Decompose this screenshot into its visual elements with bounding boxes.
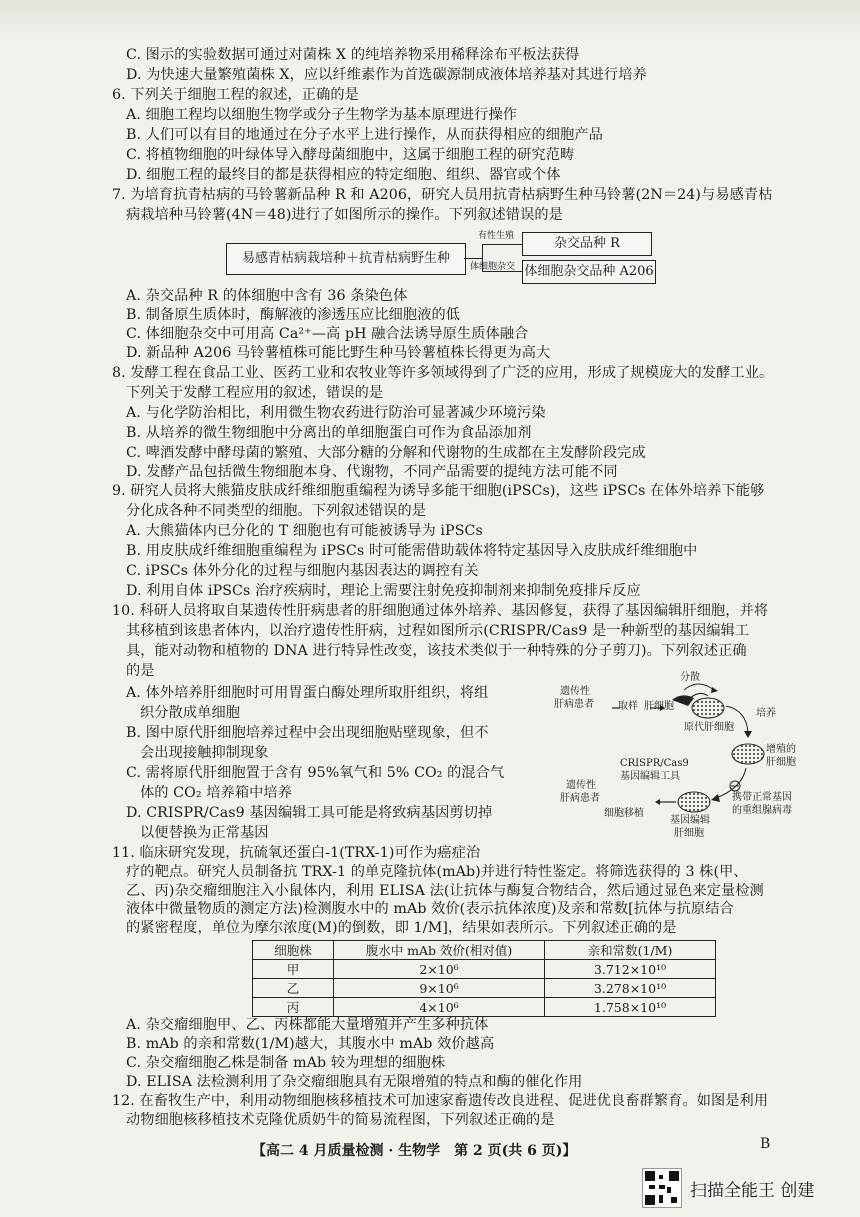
q10-fig-patient1-line1: 遗传性 [560,686,590,697]
table-cell: 3.278×10¹⁰ [545,979,716,998]
q7-output-r: 杂交品种 R [522,232,652,256]
table-cell: 丙 [253,998,334,1017]
table-cell: 2×10⁶ [334,960,545,979]
table-cell: 4×10⁶ [334,998,545,1017]
q7-arrow-top [482,244,522,245]
table-row [253,998,716,1017]
q10-fig-tool-line2: 基因编辑工具 [620,771,680,782]
q7-arrow1-label: 有性生殖 [478,231,515,241]
table-cell: 甲 [253,960,334,979]
q10-stem-line1: 10. 科研人员将取自某遗传性肝病患者的肝细胞通过体外培养、基因修复，获得了基因编辑肝细胞，并将 [112,603,769,619]
q10-process-figure [554,668,800,848]
q10-fig-prolif-line1: 增殖的 [766,744,796,755]
q10-stem-line2: 其移植到该患者体内，以治疗遗传性肝病，过程如图所示(CRISPR/Cas9 是一种新型的基因编辑工 [126,623,750,639]
q7-option-c: C. 体细胞杂交中可用高 Ca²⁺—高 pH 融合法诱导原生质体融合 [126,326,529,342]
table-header-row [253,941,716,960]
q10-fig-patient2-line1: 遗传性 [566,780,596,791]
q6-stem: 6. 下列关于细胞工程的叙述，正确的是 [112,87,359,103]
q11-option-d: D. ELISA 法检测利用了杂交瘤细胞具有无限增殖的特点和酶的催化作用 [126,1074,583,1090]
q11-stem-line2: 疗的靶点。研究人员制备抗 TRX-1 的单克隆抗体(mAb)并进行特性鉴定。将筛选获得的 3 株(甲、 [126,864,748,880]
q10-fig-take-label: 取样 [618,701,638,712]
q7-arrow2-label: 体细胞杂交 [470,262,516,272]
q7-option-b: B. 制备原生质体时，酶解液的渗透压应比细胞液的低 [126,307,461,323]
q10-fig-patient1-line2: 肝病患者 [554,699,594,710]
q10-fig-virus-line1: 携带正常基因 [732,792,792,803]
q10-fig-prolif-line2: 肝细胞 [766,757,796,768]
q9-option-c: C. iPSCs 体外分化的过程与细胞内基因表达的调控有关 [126,563,479,579]
q11-stem-line1: 11. 临床研究发现，抗硫氧还蛋白-1(TRX-1)可作为癌症治 [112,845,481,861]
q10-fig-disperse-label: 分散 [680,672,700,683]
q6-option-a: A. 细胞工程均以细胞生物学或分子生物学为基本原理进行操作 [126,107,518,123]
qr-code-icon [642,1168,682,1208]
q6-option-c: C. 将植物细胞的叶绿体导入酵母菌细胞中，这属于细胞工程的研究范畴 [126,147,575,163]
q8-option-d: D. 发酵产品包括微生物细胞本身、代谢物，不同产品需要的提纯方法可能不同 [126,464,618,480]
q11-stem-line3: 乙、丙)杂交瘤细胞注入小鼠体内，利用 ELISA 法(让抗体与酶复合物结合，然后通过显色来定量检测 [126,883,764,899]
q9-stem-line1: 9. 研究人员将大熊猫皮肤成纤维细胞重编程为诱导多能干细胞(iPSCs)，这些 iPSCs 在体外培养下能够 [112,483,765,499]
table-row [253,960,716,979]
q6-option-b: B. 人们可以有目的地通过在分子水平上进行操作，从而获得相应的细胞产品 [126,127,603,143]
scanner-label: 扫描全能王 创建 [690,1181,815,1201]
q10-fig-edited-line2: 肝细胞 [674,828,704,839]
q10-option-d-line2: 以便替换为正常基因 [140,825,269,841]
q6-option-d: D. 细胞工程的最终目的都是获得相应的特定细胞、组织、器官或个体 [126,167,561,183]
q10-option-b-line1: B. 图中原代肝细胞培养过程中会出现细胞贴壁现象，但不 [126,725,489,741]
q8-option-b: B. 从培养的微生物细胞中分离出的单细胞蛋白可作为食品添加剂 [126,425,532,441]
q8-option-a: A. 与化学防治相比，利用微生物农药进行防治可显著减少环境污染 [126,405,546,421]
q11-stem-line4: 液体中微量物质的测定方法)检测腹水中的 mAb 效价(表示抗体浓度)及亲和常数[抗体与抗原结合 [126,901,734,917]
table-cell: 9×10⁶ [334,979,545,998]
q10-fig-tool-line1: CRISPR/Cas9 [620,758,689,769]
q7-stem-line1: 7. 为培育抗青枯病的马铃薯新品种 R 和 A206，研究人员用抗青枯病野生种马铃薯(2N＝24)与易感青枯 [112,187,773,203]
q8-stem-line2: 下列关于发酵工程应用的叙述，错误的是 [126,385,384,401]
q10-option-c-line2: 体的 CO₂ 培养箱中培养 [140,785,292,801]
q7-option-d: D. 新品种 A206 马铃薯植株可能比野生种马铃薯植株长得更为高大 [126,345,551,361]
q5-option-d: D. 为快速大量繁殖菌株 X，应以纤维素作为首选碳源制成液体培养基对其进行培养 [126,67,647,83]
q10-stem-line4: 的是 [126,663,155,679]
table-header-cell: 细胞株 [253,941,334,960]
q7-option-a: A. 杂交品种 R 的体细胞中含有 36 条染色体 [126,288,408,304]
q10-stem-line3: 具，能对动物和植物的 DNA 进行特异性改变，该技术类似于一种特殊的分子剪刀)。下列叙述正确 [126,643,747,659]
q11-option-b: B. mAb 的亲和常数(1/M)越大，其腹水中 mAb 效价越高 [126,1036,495,1052]
table-cell: 1.758×10¹⁰ [545,998,716,1017]
q10-fig-transplant-label: 细胞移植 [604,808,644,819]
q12-stem-line1: 12. 在畜牧生产中，利用动物细胞核移植技术可加速家畜遗传改良进程、促进优良畜群繁育。如图是利用 [112,1093,769,1109]
q10-option-d-line1: D. CRISPR/Cas9 基因编辑工具可能是将致病基因剪切掉 [126,805,493,821]
q12-stem-line2: 动物细胞核移植技术克隆优质奶牛的简易流程图，下列叙述正确的是 [126,1112,555,1128]
q11-option-a: A. 杂交瘤细胞甲、乙、丙株都能大量增殖并产生多种抗体 [126,1017,489,1033]
q11-stem-line5: 的紧密程度，单位为摩尔浓度(M)的倒数，即 1/M]，结果如表所示。下列叙述正确的是 [126,920,677,936]
q11-option-c: C. 杂交瘤细胞乙株是制备 mAb 较为理想的细胞株 [126,1055,446,1071]
q5-option-c: C. 图示的实验数据可通过对菌株 X 的纯培养物采用稀释涂布平板法获得 [126,47,580,63]
q9-stem-line2: 分化成各种不同类型的细胞。下列叙述错误的是 [126,503,427,519]
q10-fig-virus-line2: 的重组腺病毒 [732,805,792,816]
q10-fig-edited-line1: 基因编辑 [670,815,710,826]
q10-fig-culture-label: 培养 [756,708,776,719]
q10-option-a-line1: A. 体外培养肝细胞时可用胃蛋白酶处理所取肝组织，将组 [126,685,489,701]
q11-table [252,940,716,1017]
q10-option-a-line2: 织分散成单细胞 [140,705,241,721]
q9-option-a: A. 大熊猫体内已分化的 T 细胞也有可能被诱导为 iPSCs [126,523,483,539]
q9-option-b: B. 用皮肤成纤维细胞重编程为 iPSCs 时可能需借助载体将特定基因导入皮肤成纤维细胞中 [126,543,698,559]
q10-option-b-line2: 会出现接触抑制现象 [140,745,269,761]
q7-output-a206: 体细胞杂交品种 A206 [522,260,656,284]
table-cell: 乙 [253,979,334,998]
table-header-cell: 亲和常数(1/M) [545,941,716,960]
q8-stem-line1: 8. 发酵工程在食品工业、医药工业和农牧业等许多领域得到了广泛的应用，形成了规模庞大的发酵工业。 [112,365,774,381]
q9-option-d: D. 利用自体 iPSCs 治疗疾病时，理论上需要注射免疫抑制剂来抑制免疫排斥反应 [126,583,641,599]
q10-fig-liver-label: 肝细胞 [644,701,674,712]
paper-version-mark: B [760,1136,771,1152]
q10-fig-primary-label: 原代肝细胞 [684,722,734,733]
table-row [253,979,716,998]
q10-option-c-line1: C. 需将原代肝细胞置于含有 95%氧气和 5% CO₂ 的混合气 [126,765,505,781]
table-header-cell: 腹水中 mAb 效价(相对值) [334,941,545,960]
table-cell: 3.712×10¹⁰ [545,960,716,979]
q8-option-c: C. 啤酒发酵中酵母菌的繁殖、大部分糖的分解和代谢物的生成都在主发酵阶段完成 [126,445,646,461]
scan-shadow [0,0,860,40]
q7-stem-line2: 病栽培种马铃薯(4N＝48)进行了如图所示的操作。下列叙述错误的是 [126,207,563,223]
page-footer: 【高二 4 月质量检测 · 生物学 第 2 页(共 6 页)】 [252,1143,577,1159]
q7-source-box: 易感青枯病栽培种＋抗青枯病野生种 [226,243,466,275]
q10-fig-patient2-line2: 肝病患者 [560,793,600,804]
